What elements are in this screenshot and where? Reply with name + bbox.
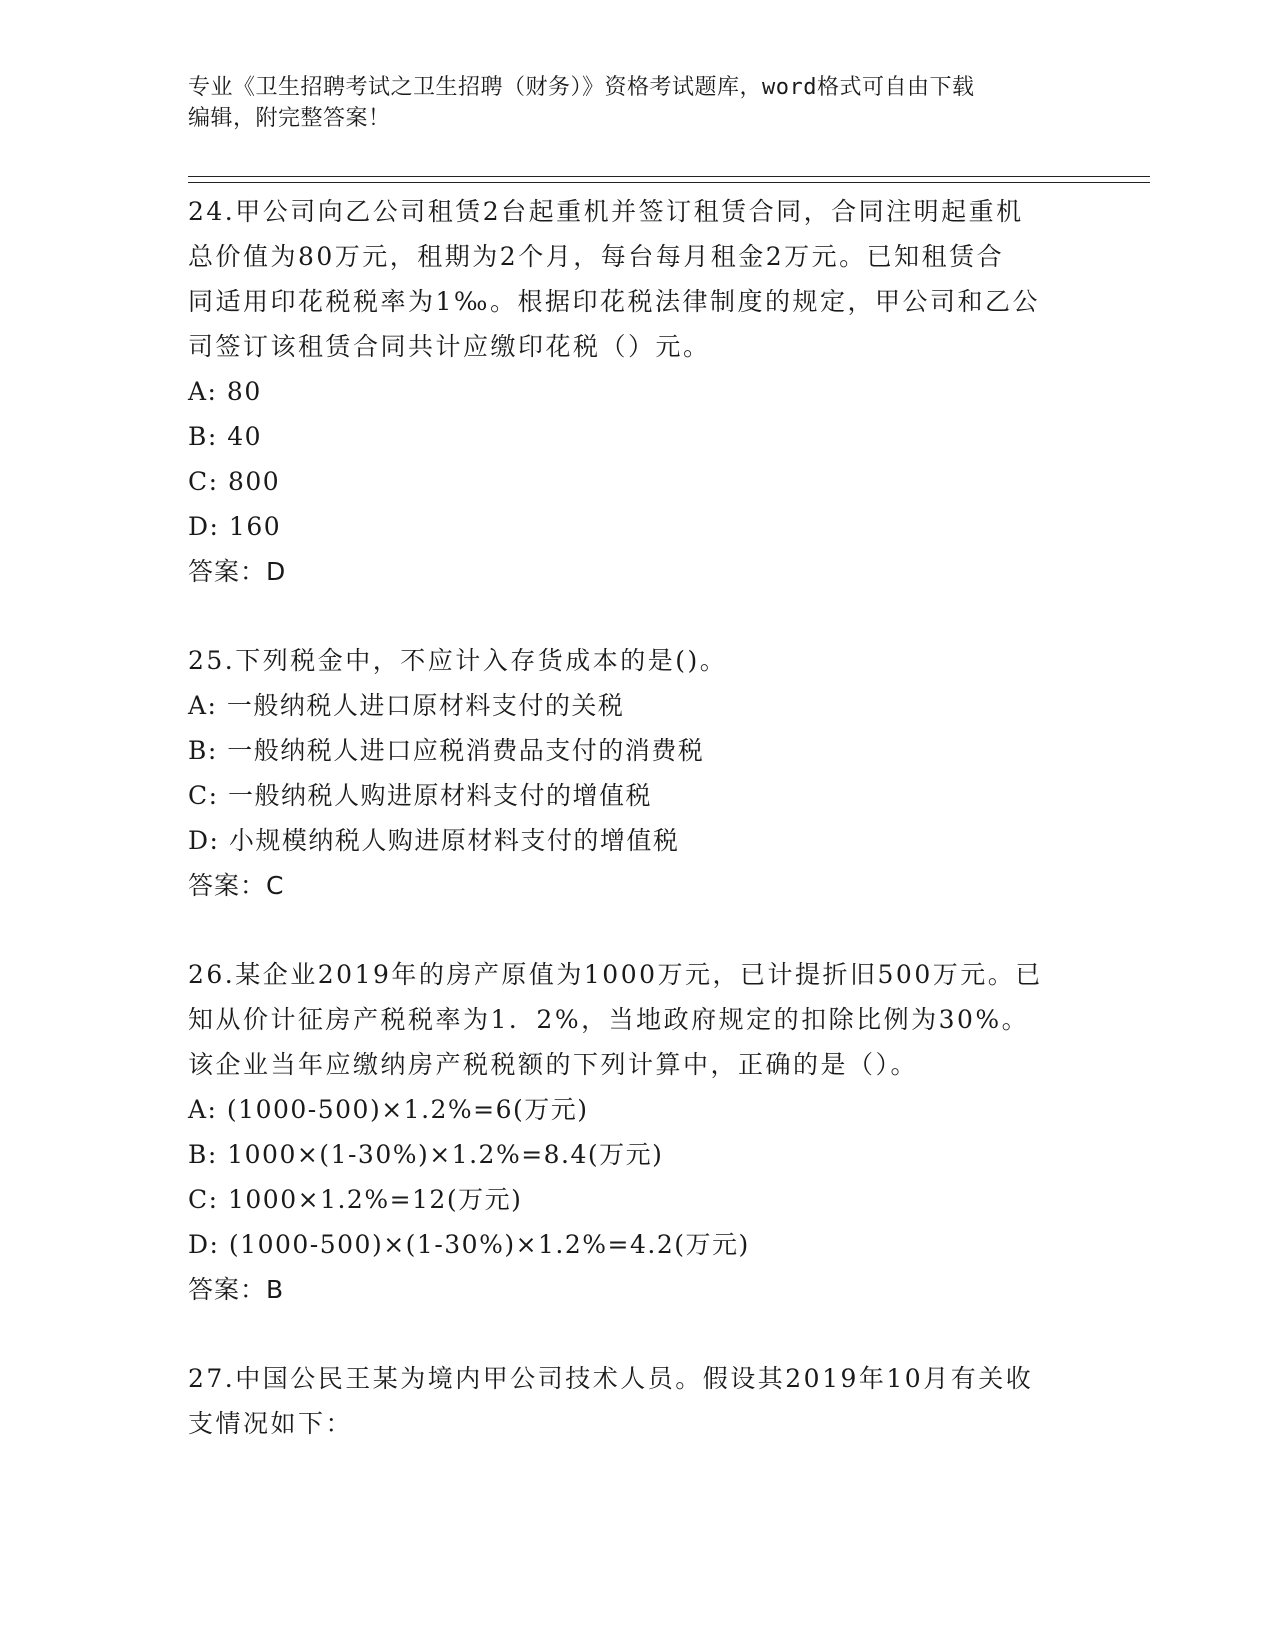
question-stem-line: 24.甲公司向乙公司租赁2台起重机并签订租赁合同，合同注明起重机 bbox=[188, 197, 1024, 226]
answer-option: A: 80 bbox=[188, 377, 262, 406]
question-stem-line: 27.中国公民王某为境内甲公司技术人员。假设其2019年10月有关收 bbox=[188, 1364, 1034, 1393]
answer-option: B: 1000×(1-30%)×1.2%=8.4(万元) bbox=[188, 1140, 664, 1169]
answer-key: 答案：D bbox=[188, 557, 287, 586]
answer-option: C: 一般纳税人购进原材料支付的增值税 bbox=[188, 781, 652, 810]
answer-option: A: (1000-500)×1.2%=6(万元) bbox=[188, 1095, 589, 1124]
header-divider-top bbox=[188, 176, 1150, 177]
question-stem-line: 总价值为80万元，租期为2个月，每台每月租金2万元。已知租赁合 bbox=[188, 242, 1005, 271]
header-divider-bottom bbox=[188, 182, 1150, 183]
question-stem-line: 26.某企业2019年的房产原值为1000万元，已计提折旧500万元。已 bbox=[188, 960, 1043, 989]
question-block bbox=[188, 189, 1088, 594]
answer-option: D: (1000-500)×(1-30%)×1.2%=4.2(万元) bbox=[188, 1230, 750, 1259]
answer-option: B: 一般纳税人进口应税消费品支付的消费税 bbox=[188, 736, 705, 765]
answer-option: C: 1000×1.2%=12(万元) bbox=[188, 1185, 523, 1214]
question-block bbox=[188, 1356, 1088, 1446]
header-line-1: 专业《卫生招聘考试之卫生招聘（财务）》资格考试题库，word格式可自由下载 bbox=[188, 75, 975, 100]
question-block bbox=[188, 952, 1088, 1312]
header-line-2: 编辑，附完整答案！ bbox=[188, 106, 391, 131]
answer-option: D: 160 bbox=[188, 512, 282, 541]
question-stem-line: 25.下列税金中，不应计入存货成本的是()。 bbox=[188, 646, 728, 675]
question-stem-line: 该企业当年应缴纳房产税税额的下列计算中，正确的是（）。 bbox=[188, 1050, 919, 1079]
answer-option: C: 800 bbox=[188, 467, 281, 496]
answer-option: A: 一般纳税人进口原材料支付的关税 bbox=[188, 691, 625, 720]
answer-key: 答案：B bbox=[188, 1275, 285, 1304]
question-stem-line: 司签订该租赁合同共计应缴印花税（）元。 bbox=[188, 332, 711, 361]
document-header bbox=[188, 72, 1088, 134]
question-block bbox=[188, 638, 1088, 908]
question-list bbox=[188, 189, 1088, 1446]
question-stem-line: 知从价计征房产税税率为1．2%，当地政府规定的扣除比例为30%。 bbox=[188, 1005, 1030, 1034]
question-stem-line: 同适用印花税税率为1‰。根据印花税法律制度的规定，甲公司和乙公 bbox=[188, 287, 1040, 316]
answer-key: 答案：C bbox=[188, 871, 285, 900]
answer-option: B: 40 bbox=[188, 422, 263, 451]
answer-option: D: 小规模纳税人购进原材料支付的增值税 bbox=[188, 826, 680, 855]
question-stem-line: 支情况如下： bbox=[188, 1409, 354, 1438]
